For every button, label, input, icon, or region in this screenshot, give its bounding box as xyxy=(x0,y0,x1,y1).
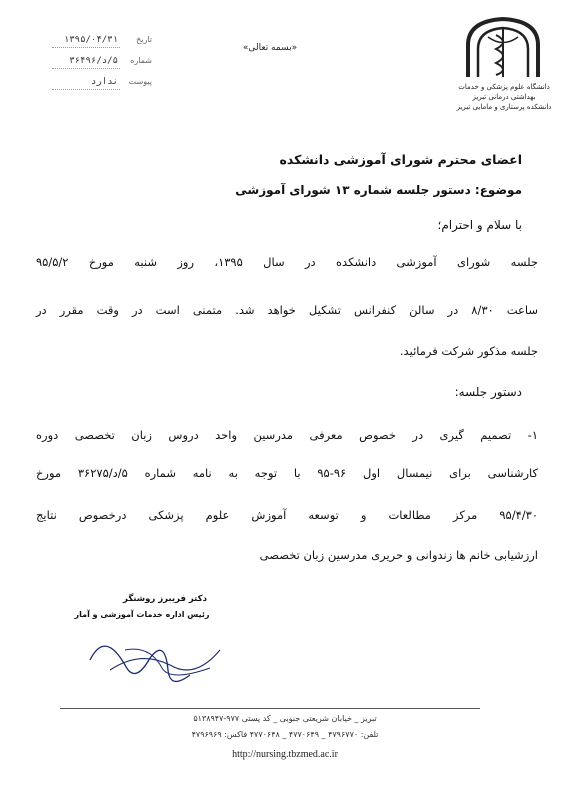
agenda-line: ۱- تصمیم گیری در خصوص معرفی مدرسین واحد دروس زبان تخصصی دوره xyxy=(36,428,538,442)
date-dotted-line xyxy=(52,47,120,48)
body-line: جلسه شورای آموزشی دانشکده در سال ۱۳۹۵، روز شنبه مورخ ۹۵/۵/۲ xyxy=(36,255,538,269)
body-line: ساعت ۸/۳۰ در سالن کنفرانس تشکیل خواهد شد. متمنی است در وقت مقرر در xyxy=(36,303,538,317)
university-logo-icon xyxy=(448,15,558,140)
recipient-heading: اعضای محترم شورای آموزشی دانشکده xyxy=(279,152,522,167)
agenda-line: ارزشیابی خانم ها زندوانی و حریری مدرسین زبان تخصصی xyxy=(259,548,538,562)
agenda-title: دستور جلسه: xyxy=(454,385,522,399)
handwritten-signature-icon xyxy=(70,620,230,700)
number-label: شماره xyxy=(130,56,152,65)
logo-caption-university: دانشگاه علوم پزشکی و خدمات بهداشتی درمانی تبریز xyxy=(458,83,550,101)
footer-url[interactable]: http://nursing.tbzmed.ac.ir xyxy=(232,749,338,760)
attachment-label: پیوست xyxy=(128,77,152,86)
logo-caption-faculty: دانشکده پرستاری و مامایی تبریز xyxy=(456,103,552,111)
number-field xyxy=(52,56,152,70)
body-line: جلسه مذکور شرکت فرمائید. xyxy=(399,344,538,358)
attachment-dotted-line xyxy=(52,89,120,90)
footer-divider xyxy=(60,708,480,709)
date-label: تاریخ xyxy=(136,35,152,44)
signatory-name: دکتر فریبرز روشنگر xyxy=(123,594,207,604)
subject-line: موضوع: دستور جلسه شماره ۱۳ شورای آموزشی xyxy=(235,183,522,197)
attachment-value: ندارد xyxy=(90,77,118,87)
signatory-title: رئیس اداره خدمات آموزشی و آمار xyxy=(74,610,210,619)
agenda-line: ۹۵/۴/۳۰ مرکز مطالعات و توسعه آموزش علوم پزشکی درخصوص نتایج xyxy=(36,508,538,522)
number-dotted-line xyxy=(52,68,120,69)
bismillah: «بسمه تعالی» xyxy=(242,43,298,53)
number-value: ۵/د/۳۶۴۹۶ xyxy=(69,56,118,66)
greeting: با سلام و احترام؛ xyxy=(437,218,522,232)
footer-phone: تلفن: ۴۷۹۶۷۷۰ _ ۴۷۷۰۶۴۹ _ ۴۷۷۰۶۴۸ فاکس: ۴۷۹۶۹۶۹ xyxy=(191,730,379,739)
date-value: ۱۳۹۵/۰۴/۳۱ xyxy=(63,35,118,45)
agenda-line: کارشناسی برای نیمسال اول ۹۶-۹۵ با توجه به نامه شماره ۵/د/۳۶۲۷۵ مورخ xyxy=(36,466,538,480)
date-field xyxy=(52,35,152,49)
logo-caption xyxy=(446,82,562,112)
footer-address: تبریز _ خیابان شریعتی جنوبی _ کد پستی ۹۷۷-۵۱۳۸۹۴۷ xyxy=(193,714,377,723)
attachment-field xyxy=(52,77,152,91)
